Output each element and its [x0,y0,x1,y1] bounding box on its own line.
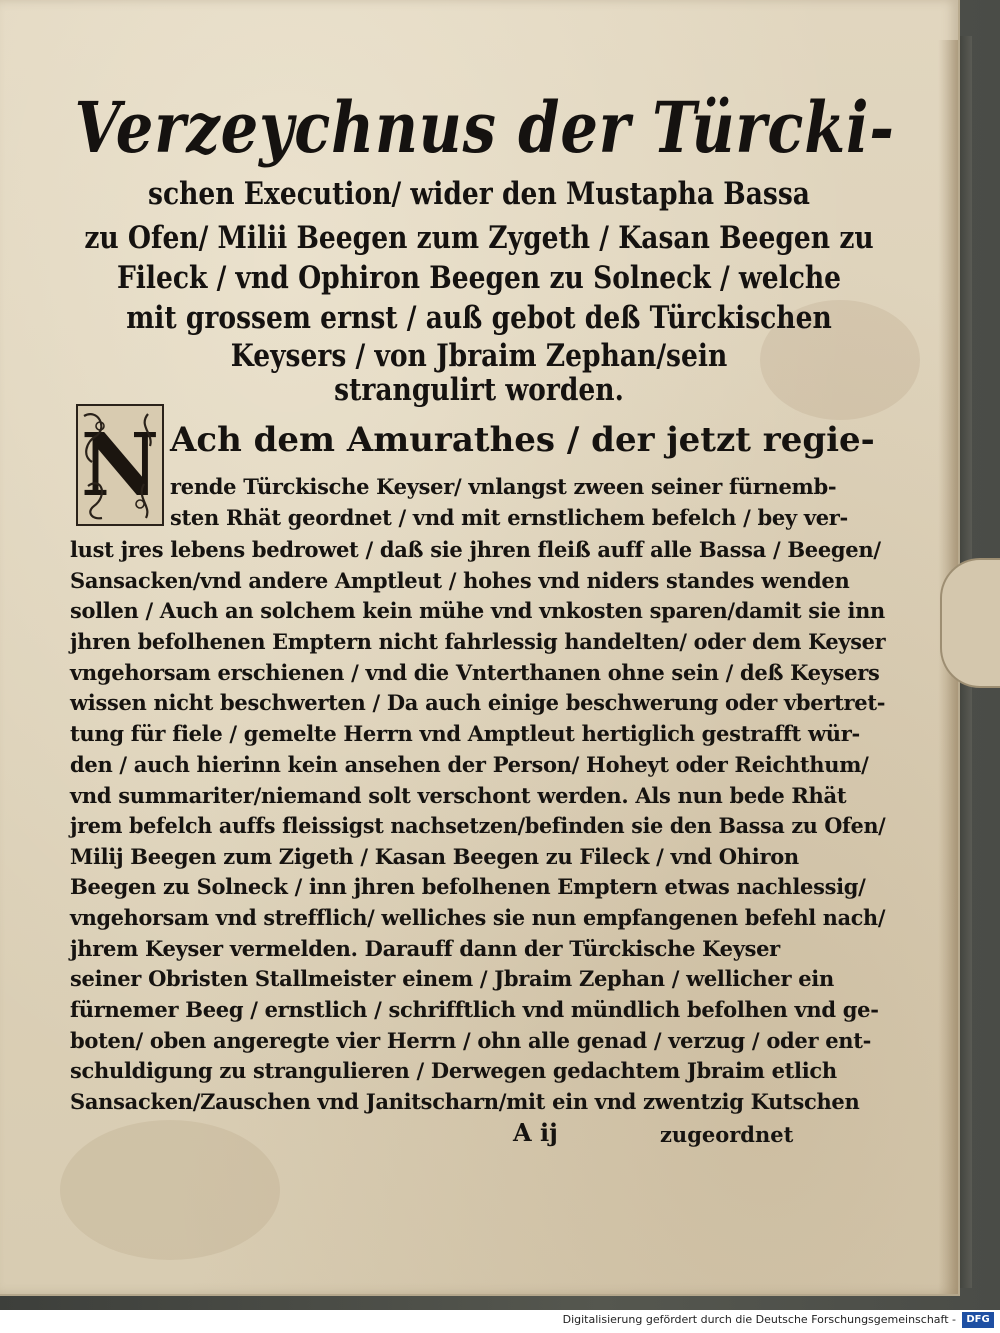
catchword: zugeordnet [660,1122,794,1147]
body-line: Beegen zu Solneck / inn jhren befolhenen Emptern etwas nachlessig/ [70,874,866,899]
body-line: vngehorsam erschienen / vnd die Vnterthanen ohne sein / deß Keysers [70,660,880,685]
body-line: jhrem Keyser vermelden. Darauff dann der Türckische Keyser [70,936,780,961]
stain [60,1120,280,1260]
body-line: lust jres lebens bedrowet / daß sie jhren fleiß auff alle Bassa / Beegen/ [70,537,881,562]
body-line: fürnemer Beeg / ernstlich / schrifftlich vnd mündlich befolhen vnd ge- [70,997,879,1022]
title-line: zu Ofen/ Milii Beegen zum Zygeth / Kasan Beegen zu [84,220,874,256]
body-line: schuldigung zu strangulieren / Derwegen gedachtem Jbraim etlich [70,1058,837,1083]
title-line: Verzeychnus der Türcki- [74,86,895,169]
body-line: wissen nicht beschwerten / Da auch einige beschwerung oder vbertret- [70,690,886,715]
page-clip-tab [940,558,1000,688]
body-line: den / auch hierinn kein ansehen der Person/ Hoheyt oder Reichthum/ [70,752,869,777]
body-line: Sansacken/Zauschen vnd Janitscharn/mit ein vnd zwentzig Kutschen [70,1089,860,1114]
body-line: boten/ oben angeregte vier Herrn / ohn alle genad / verzug / oder ent- [70,1028,872,1053]
body-line: rende Türckische Keyser/ vnlangst zween seiner fürnemb- [170,474,837,499]
body-line: jhren befolhenen Emptern nicht fahrlessig handelten/ oder dem Keyser [70,629,886,654]
signature-mark: A ij [513,1118,558,1147]
title-line: mit grossem ernst / auß gebot deß Türckischen [126,300,832,336]
body-line: sten Rhät geordnet / vnd mit ernstlichem befelch / bey ver- [170,505,848,530]
title-line: Fileck / vnd Ophiron Beegen zu Solneck / welche [116,260,842,296]
title-line: strangulirt worden. [334,372,624,408]
title-line: schen Execution/ wider den Mustapha Bassa [148,176,810,212]
body-line: tung für fiele / gemelte Herrn vnd Amptleut hertiglich gestrafft wür- [70,721,860,746]
body-line: seiner Obristen Stallmeister einem / Jbraim Zephan / wellicher ein [70,966,834,991]
body-line: jrem befelch auffs fleissigst nachsetzen/befinden sie den Bassa zu Ofen/ [70,813,886,838]
body-line: sollen / Auch an solchem kein mühe vnd vnkosten sparen/damit sie inn [70,598,885,623]
footer-credit: Digitalisierung gefördert durch die Deutsche Forschungsgemeinschaft - [562,1313,956,1326]
body-line: vngehorsam vnd strefflich/ welliches sie nun empfangenen befehl nach/ [70,905,886,930]
initial-letter: N [80,414,160,516]
ornament-icon [78,406,162,524]
body-line: Milij Beegen zum Zigeth / Kasan Beegen zu Fileck / vnd Ohiron [70,844,799,869]
title-line: Keysers / von Jbraim Zephan/sein [230,338,728,374]
body-line: vnd summariter/niemand solt verschont werden. Als nun bede Rhät [70,783,847,808]
decorated-initial [76,404,164,526]
body-first-line: Ach dem Amurathes / der jetzt regie- [170,420,875,460]
dfg-logo-icon: DFG [962,1312,994,1328]
body-line: Sansacken/vnd andere Amptleut / hohes vnd niders standes wenden [70,568,850,593]
